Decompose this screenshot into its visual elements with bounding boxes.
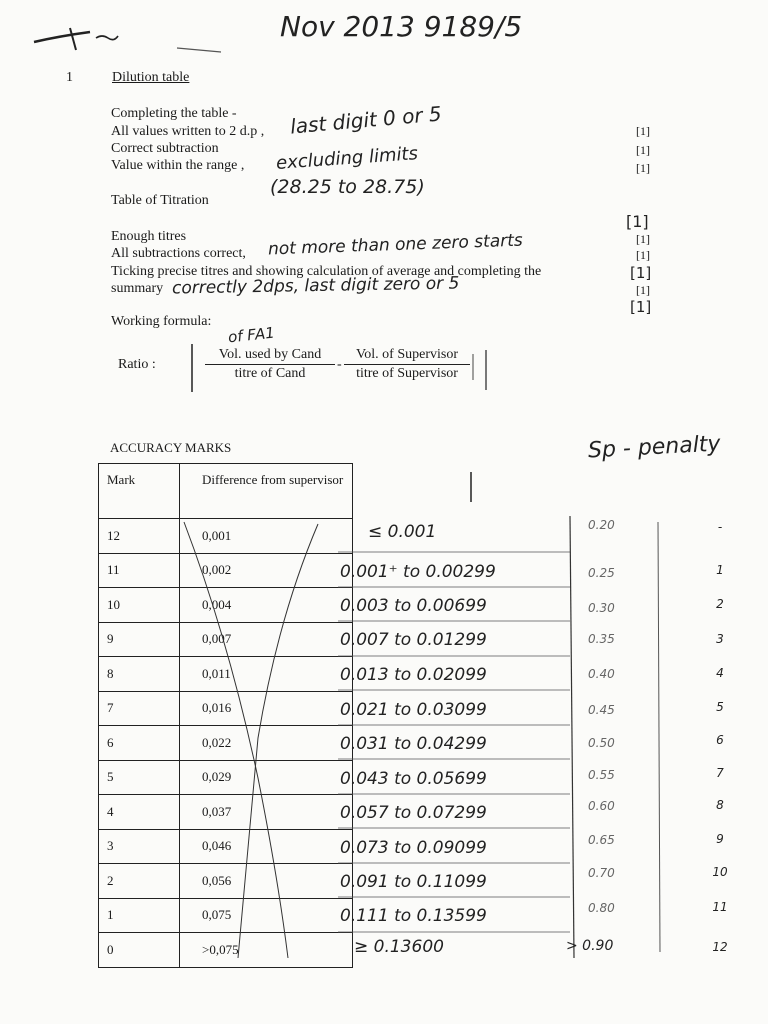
accuracy-heading: ACCURACY MARKS [110, 440, 232, 455]
hand-sp-penalty: Sp - penalty [587, 431, 722, 464]
row-diff: 0,002 [180, 553, 353, 588]
header-dash-icon [175, 42, 225, 56]
hand-zero-starts: not more than one zero starts [267, 230, 524, 260]
row-diff: 0,016 [180, 691, 353, 726]
mark-summary: [1] [636, 283, 650, 297]
col-diff-header: Difference from supervisor [180, 464, 353, 519]
fraction-candidate [205, 347, 335, 382]
fraction-supervisor [344, 347, 470, 382]
hand-correctly: correctly 2dps, last digit zero or 5 [171, 273, 460, 299]
sp-0: > 0.90 [566, 938, 614, 954]
row-mark: 5 [99, 760, 180, 795]
row-diff: 0,056 [180, 864, 353, 899]
range-9: 0.007 to 0.01299 [340, 630, 487, 650]
pen-3: 9 [716, 832, 724, 846]
pen-9: 3 [716, 632, 724, 646]
fraction-supervisor-num: Vol. of Supervisor [344, 347, 470, 365]
pen-12: - [717, 520, 723, 534]
mark-tick-icon [466, 470, 476, 504]
range-7: 0.021 to 0.03099 [340, 700, 487, 720]
range-8: 0.013 to 0.02099 [340, 665, 487, 685]
formula-heading: Working formula: [111, 314, 212, 329]
sp-2: 0.70 [588, 866, 615, 880]
row-diff: 0,007 [180, 622, 353, 657]
range-0: ≥ 0.13600 [354, 937, 444, 957]
hand-last-digit: last digit 0 or 5 [289, 101, 443, 139]
row-diff: 0,037 [180, 795, 353, 830]
line-completing: Completing the table - [111, 106, 237, 121]
line-subtractions-correct: All subtractions correct, [111, 246, 246, 261]
pen-8: 4 [716, 666, 724, 680]
hand-excluding-limits: excluding limits [275, 143, 419, 174]
sp-1: 0.80 [588, 901, 615, 915]
pen-6: 6 [716, 733, 724, 747]
crossout-lines-icon [178, 518, 338, 960]
header-date-code: Nov 2013 9189/5 [280, 10, 523, 43]
row-mark: 3 [99, 829, 180, 864]
hand-of-fa1: of FA1 [227, 323, 276, 347]
pen-5: 7 [716, 766, 724, 780]
line-enough-titres: Enough titres [111, 229, 187, 244]
row-diff: >0,075 [180, 933, 353, 968]
sp-12: 0.20 [588, 518, 615, 532]
row-diff: 0,046 [180, 829, 353, 864]
row-mark: 0 [99, 933, 180, 968]
fraction-candidate-den: titre of Cand [234, 366, 306, 381]
row-mark: 12 [99, 519, 180, 554]
mark-subtractions: [1] [636, 248, 650, 262]
range-4: 0.057 to 0.07299 [340, 803, 487, 823]
pen-2: 10 [712, 865, 728, 879]
row-mark: 9 [99, 622, 180, 657]
range-6: 0.031 to 0.04299 [340, 734, 487, 754]
fraction-candidate-num: Vol. used by Cand [205, 347, 335, 365]
row-diff: 0,004 [180, 588, 353, 623]
pen-1: 11 [712, 900, 728, 914]
hand-mark-ticking: [1] [630, 264, 652, 282]
line-range: Value within the range , [111, 158, 245, 173]
hand-mark-head: [1] [626, 212, 649, 231]
pen-7: 5 [716, 700, 724, 714]
mark-subtraction: [1] [636, 143, 650, 157]
row-mark: 6 [99, 726, 180, 761]
line-subtraction: Correct subtraction [111, 141, 219, 156]
row-mark: 4 [99, 795, 180, 830]
range-10: 0.003 to 0.00699 [340, 596, 487, 616]
sp-5: 0.55 [588, 768, 615, 782]
section-title: Dilution table [112, 70, 190, 85]
sp-3: 0.65 [588, 833, 615, 847]
range-2: 0.091 to 0.11099 [340, 872, 487, 892]
sp-8: 0.40 [588, 667, 615, 681]
pen-scribble-icon [30, 22, 120, 52]
col-mark-header: Mark [99, 464, 180, 519]
fraction-supervisor-den: titre of Supervisor [356, 366, 458, 381]
pen-0: 12 [712, 940, 728, 954]
titration-heading: Table of Titration [111, 193, 209, 208]
sp-4: 0.60 [588, 799, 615, 813]
hand-mark-extra: [1] [630, 298, 652, 316]
sp-11: 0.25 [588, 566, 615, 580]
row-mark: 7 [99, 691, 180, 726]
row-diff: 0,029 [180, 760, 353, 795]
line-summary: summary [111, 281, 164, 296]
sp-10: 0.30 [588, 601, 615, 615]
fraction-minus: - [337, 357, 342, 372]
range-1: 0.111 to 0.13599 [340, 906, 487, 926]
sp-9: 0.35 [588, 632, 615, 646]
pen-10: 2 [716, 597, 724, 611]
row-mark: 1 [99, 898, 180, 933]
line-values-2dp: All values written to 2 d.p , [111, 124, 265, 139]
range-5: 0.043 to 0.05699 [340, 769, 487, 789]
section-number: 1 [66, 70, 73, 85]
mark-range: [1] [636, 161, 650, 175]
pen-4: 8 [716, 798, 724, 812]
row-mark: 8 [99, 657, 180, 692]
ratio-label: Ratio : [118, 357, 156, 372]
sp-6: 0.50 [588, 736, 615, 750]
row-diff: 0,001 [180, 519, 353, 554]
sp-7: 0.45 [588, 703, 615, 717]
row-diff: 0,022 [180, 726, 353, 761]
range-11: 0.001⁺ to 0.00299 [340, 562, 496, 582]
row-mark: 10 [99, 588, 180, 623]
mark-values-2dp: [1] [636, 124, 650, 138]
range-12: ≤ 0.001 [368, 522, 437, 542]
hand-range-note: (28.25 to 28.75) [270, 176, 425, 198]
row-mark: 2 [99, 864, 180, 899]
row-mark: 11 [99, 553, 180, 588]
line-ticking-precise: Ticking precise titres and showing calculation of average and completing the [111, 264, 542, 279]
mark-enough-titres: [1] [636, 232, 650, 246]
pen-11: 1 [716, 563, 724, 577]
range-3: 0.073 to 0.09099 [340, 838, 487, 858]
row-diff: 0,075 [180, 898, 353, 933]
row-diff: 0,011 [180, 657, 353, 692]
